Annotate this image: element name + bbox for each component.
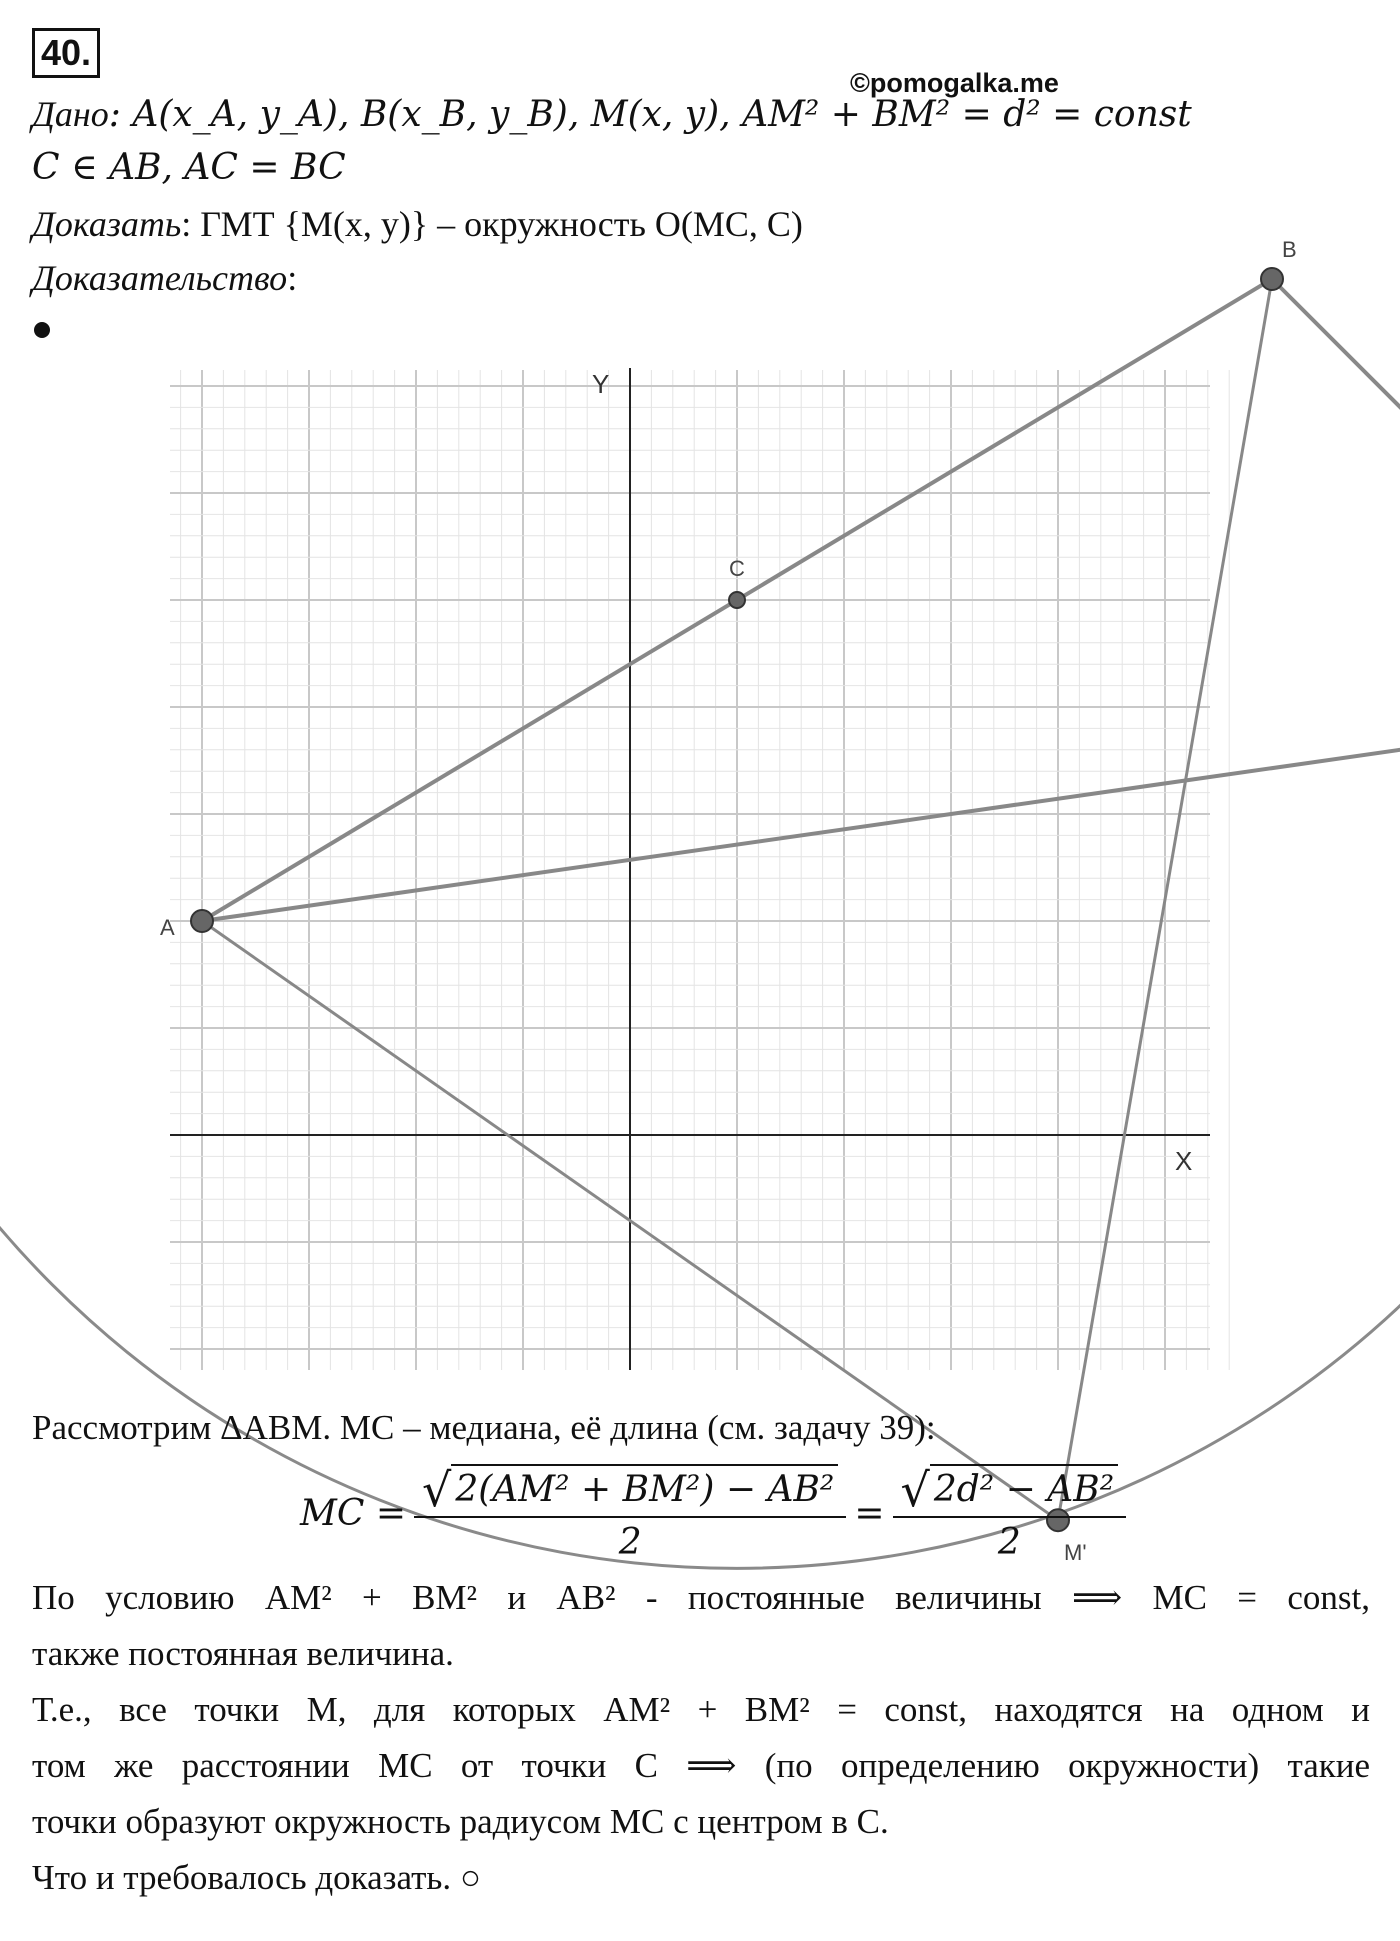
sqrt-sign: √: [900, 1462, 930, 1517]
given-text: : A(x_A, y_A), B(x_B, y_B), M(x, y), AM² + BM² = d² = const: [108, 94, 1192, 135]
point-c: [729, 592, 745, 608]
median-formula: [300, 1448, 1134, 1578]
paragraph-4: Что и требовалось доказать. ○: [32, 1858, 482, 1897]
radicand-2: 2d² − AB²: [930, 1464, 1118, 1516]
y-axis-label: Y: [592, 369, 610, 399]
point-label-m-prime: M': [1064, 1540, 1087, 1566]
prove-text: : ГМТ {M(x, y)} – окружность O(MC, C): [181, 204, 803, 244]
sqrt-sign: √: [422, 1462, 452, 1517]
point-a: [191, 910, 213, 932]
radicand-1: 2(AM² + BM²) − AB²: [451, 1464, 838, 1516]
paragraph-2-line-1: По условию AM² + BM² и AB² - постоянные величины ⟹ MC = const,: [32, 1578, 1370, 1617]
prove-line: [32, 202, 803, 246]
given-label: Дано: [32, 94, 109, 134]
point-label-a: A: [160, 915, 175, 940]
point-label-c: C: [729, 556, 745, 581]
fraction-2: [893, 1462, 1127, 1566]
axes: [170, 368, 1210, 1370]
segment-bm: [1272, 279, 1400, 707]
x-axis-label: X: [1175, 1146, 1193, 1176]
denominator-2: 2: [997, 1521, 1021, 1563]
bullet: [34, 322, 50, 338]
problem-number: 40.: [32, 28, 100, 78]
point-label-b: B: [1282, 237, 1297, 262]
formula-lhs: MC =: [300, 1492, 407, 1534]
paragraph-2-line-2: также постоянная величина.: [32, 1634, 454, 1673]
paragraph-1: Рассмотрим ΔABM. MC – медиана, её длина (см. задачу 39):: [32, 1408, 936, 1447]
point-b: [1261, 268, 1283, 290]
proof-line: [32, 256, 297, 300]
watermark: ©pomogalka.me: [850, 68, 1059, 98]
denominator-1: 2: [618, 1521, 642, 1563]
proof-colon: :: [287, 258, 298, 298]
formula-eq: =: [854, 1492, 885, 1534]
prove-label: Доказать: [32, 204, 182, 244]
paragraph-3-line-2: том же расстоянии MC от точки C ⟹ (по определению окружности) такие: [32, 1746, 1370, 1785]
grid: [170, 370, 1229, 1370]
paragraph-3-line-1: Т.е., все точки M, для которых AM² + BM² = const, находятся на одном и: [32, 1690, 1370, 1729]
given-line-2: C ∈ AB, AC = BC: [32, 147, 346, 188]
paragraph-3-line-3: точки образуют окружность радиусом MC с центром в C.: [32, 1802, 889, 1841]
proof-label: Доказательство: [32, 258, 288, 298]
given-line: [32, 92, 1192, 137]
fraction-1: [414, 1464, 846, 1563]
